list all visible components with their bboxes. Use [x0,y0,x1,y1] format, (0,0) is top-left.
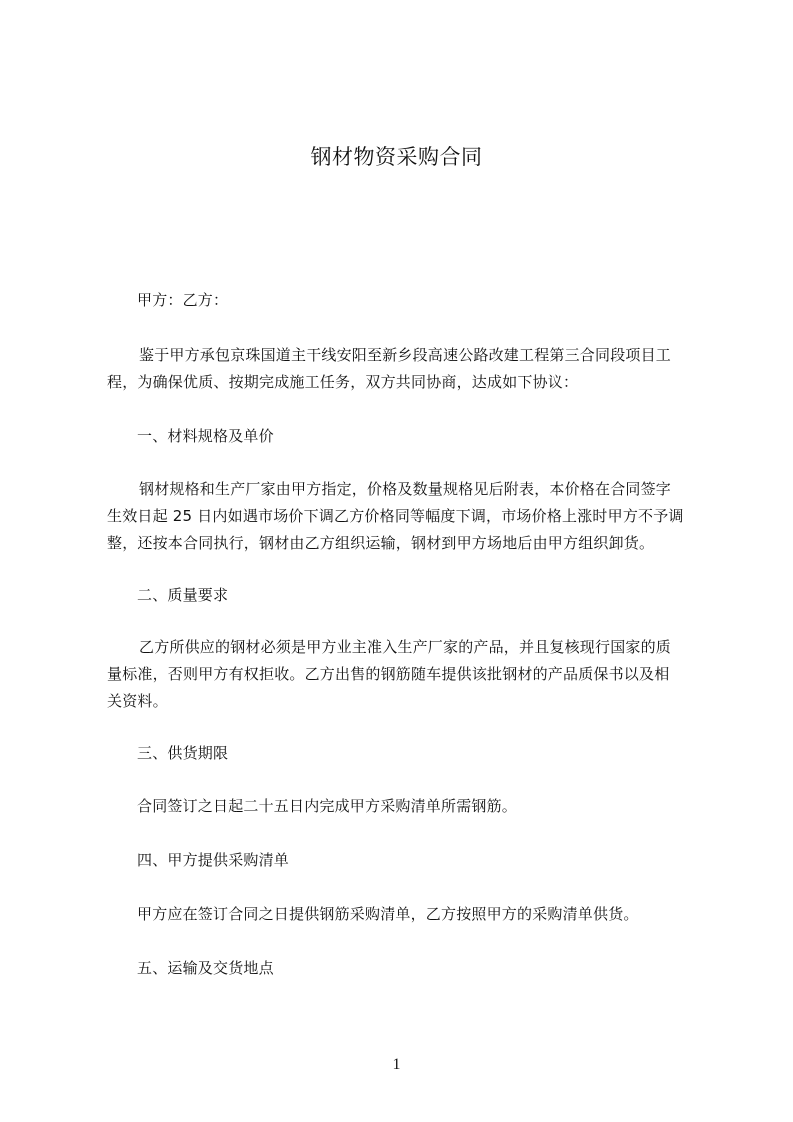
document-title: 钢材物资采购合同 [310,145,483,169]
section-2-line-3: 关资料。 [107,692,168,710]
section-heading-2: 二、质量要求 [137,586,229,604]
section-heading-4: 四、甲方提供采购清单 [137,851,290,869]
preamble-line-2: 程，为确保优质、按期完成施工任务，双方共同协商，达成如下协议： [107,373,579,391]
section-2-line-2: 量标准，否则甲方有权拒收。乙方出售的钢筋随车提供该批钢材的产品质保书以及相 [107,665,670,683]
section-heading-3: 三、供货期限 [137,744,229,762]
parties-line: 甲方：乙方： [137,291,229,309]
section-1-line-2: 生效日起 25 日内如遇市场价下调乙方价格同等幅度下调，市场价格上涨时甲方不予调 [107,507,684,525]
preamble-line-1: 鉴于甲方承包京珠国道主干线安阳至新乡段高速公路改建工程第三合同段项目工 [139,346,672,364]
section-3-line-1: 合同签订之日起二十五日内完成甲方采购清单所需钢筋。 [137,797,518,815]
section-heading-1: 一、材料规格及单价 [137,427,274,445]
section-4-line-1: 甲方应在签订合同之日提供钢筋采购清单，乙方按照甲方的采购清单供货。 [137,905,639,923]
section-1-line-3: 整，还按本合同执行，钢材由乙方组织运输，钢材到甲方场地后由甲方组织卸货。 [107,534,655,552]
section-heading-5: 五、运输及交货地点 [137,959,274,977]
section-1-line-1: 钢材规格和生产厂家由甲方指定，价格及数量规格见后附表，本价格在合同签字 [139,480,672,498]
section-2-line-1: 乙方所供应的钢材必须是甲方业主准入生产厂家的产品，并且复核现行国家的质 [139,638,672,656]
page-number: 1 [392,1056,401,1073]
